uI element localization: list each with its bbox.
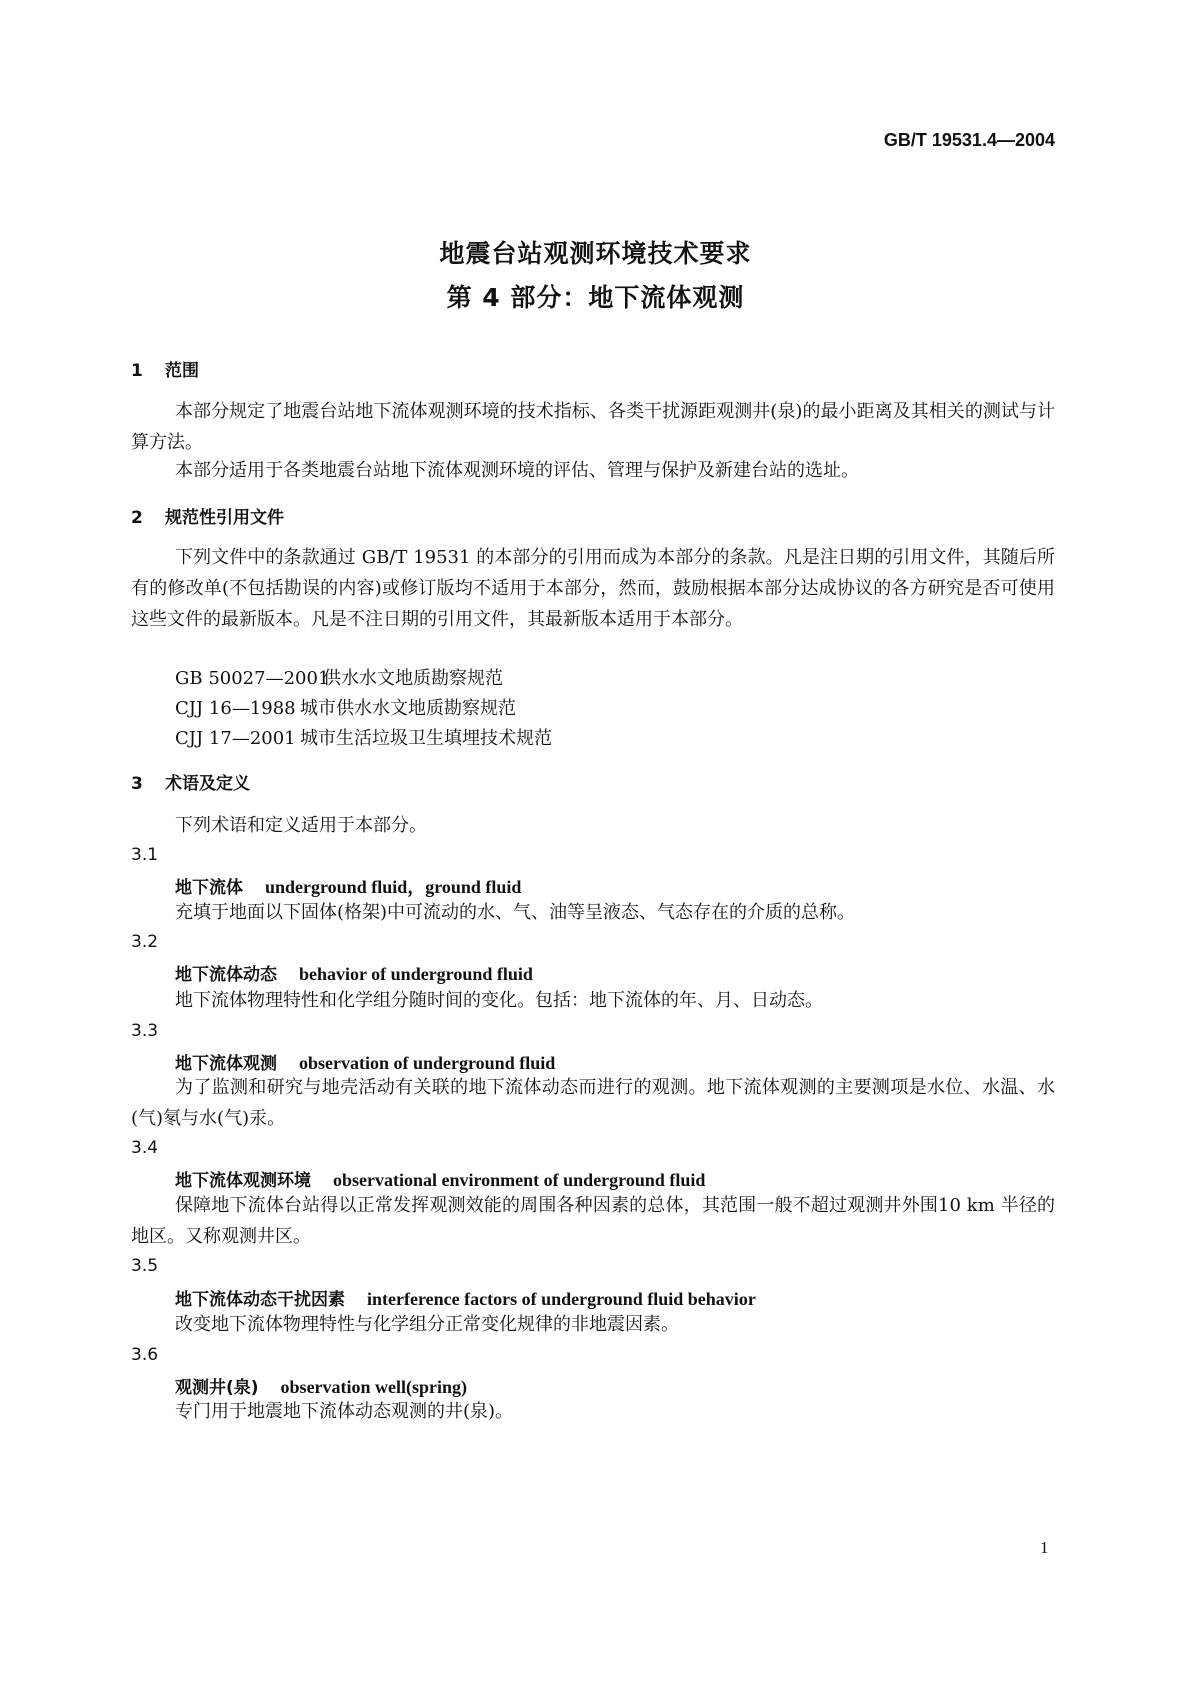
term-number: 3.5 [131,1256,159,1276]
document-title: 地震台站观测环境技术要求 [439,239,752,268]
term-number: 3.4 [131,1138,159,1158]
term-entry [175,873,521,899]
term-english: interference factors of underground fluid behavior [367,1289,756,1309]
section-title: 规范性引用文件 [165,508,284,528]
term-entry [175,1285,756,1310]
term-chinese: 地下流体 [175,878,243,898]
section-title: 术语及定义 [165,774,250,794]
section-number: 3 [131,774,143,794]
paragraph: 下列文件中的条款通过 GB/T 19531 的本部分的引用而成为本部分的条款。凡是注日期的引用文件，其随后所有的修改单(不包括勘误的内容)或修订版均不适用于本部分，然而，鼓励根据本部分达成协议的各方研究是否可使用这些文件的最新版本。凡是不注日期的引用文件，其最新版本适用于本部分。 [131,547,1055,630]
term-english: underground fluid，ground fluid [265,877,522,897]
section-heading-1 [131,356,199,381]
reference-code: CJJ 17—2001 [175,728,296,749]
term-english: observation of underground fluid [299,1053,556,1073]
term-definition: 专门用于地震地下流体动态观测的井(泉)。 [175,1401,514,1422]
reference-item [175,664,503,690]
term-definition: 保障地下流体台站得以正常发挥观测效能的周围各种因素的总体，其范围一般不超过观测井外围10 km 半径的地区。又称观测井区。 [131,1195,1055,1247]
term-entry [175,1373,467,1398]
term-definition: 为了监测和研究与地壳活动有关联的地下流体动态而进行的观测。地下流体观测的主要测项是水位、水温、水(气)氡与水(气)汞。 [131,1077,1055,1129]
term-definition: 充填于地面以下固体(格架)中可流动的水、气、油等呈液态、气态存在的介质的总称。 [175,902,856,923]
term-entry [175,960,533,985]
section-number: 1 [131,361,143,381]
term-english: observational environment of underground fluid [333,1170,706,1190]
term-number: 3.1 [131,845,159,865]
term-chinese: 地下流体观测环境 [175,1171,311,1191]
document-subtitle: 第 4 部分：地下流体观测 [446,283,745,312]
term-entry [175,1049,555,1074]
reference-title: 供水水文地质勘察规范 [323,668,503,689]
page-number: 1 [1040,1538,1049,1557]
term-number: 3.3 [131,1021,159,1041]
term-chinese: 地下流体观测 [175,1054,277,1074]
term-english: behavior of underground fluid [299,964,533,984]
term-number: 3.6 [131,1345,159,1365]
reference-item [175,724,552,750]
term-chinese: 观测井(泉) [175,1378,259,1398]
section-number: 2 [131,508,143,528]
term-definition: 地下流体物理特性和化学组分随时间的变化。包括：地下流体的年、月、日动态。 [175,990,823,1011]
term-chinese: 地下流体动态干扰因素 [175,1290,345,1310]
term-chinese: 地下流体动态 [175,965,277,985]
term-definition: 改变地下流体物理特性与化学组分正常变化规律的非地震因素。 [175,1314,679,1335]
paragraph: 本部分适用于各类地震台站地下流体观测环境的评估、管理与保护及新建台站的选址。 [175,460,859,481]
section-heading-2 [131,503,284,528]
paragraph: 本部分规定了地震台站地下流体观测环境的技术指标、各类干扰源距观测井(泉)的最小距离及其相关的测试与计算方法。 [131,401,1055,453]
document-number: GB/T 19531.4—2004 [883,130,1055,150]
section-intro: 下列术语和定义适用于本部分。 [175,815,427,836]
reference-title: 城市供水水文地质勘察规范 [300,698,516,719]
reference-code: CJJ 16—1988 [175,698,296,719]
reference-item [175,694,516,720]
section-title: 范围 [165,361,199,381]
reference-title: 城市生活垃圾卫生填埋技术规范 [300,728,552,749]
section-heading-3 [131,769,250,794]
reference-code: GB 50027—2001 [175,668,330,689]
term-entry [175,1166,705,1191]
term-english: observation well(spring) [280,1377,468,1397]
term-number: 3.2 [131,932,159,952]
